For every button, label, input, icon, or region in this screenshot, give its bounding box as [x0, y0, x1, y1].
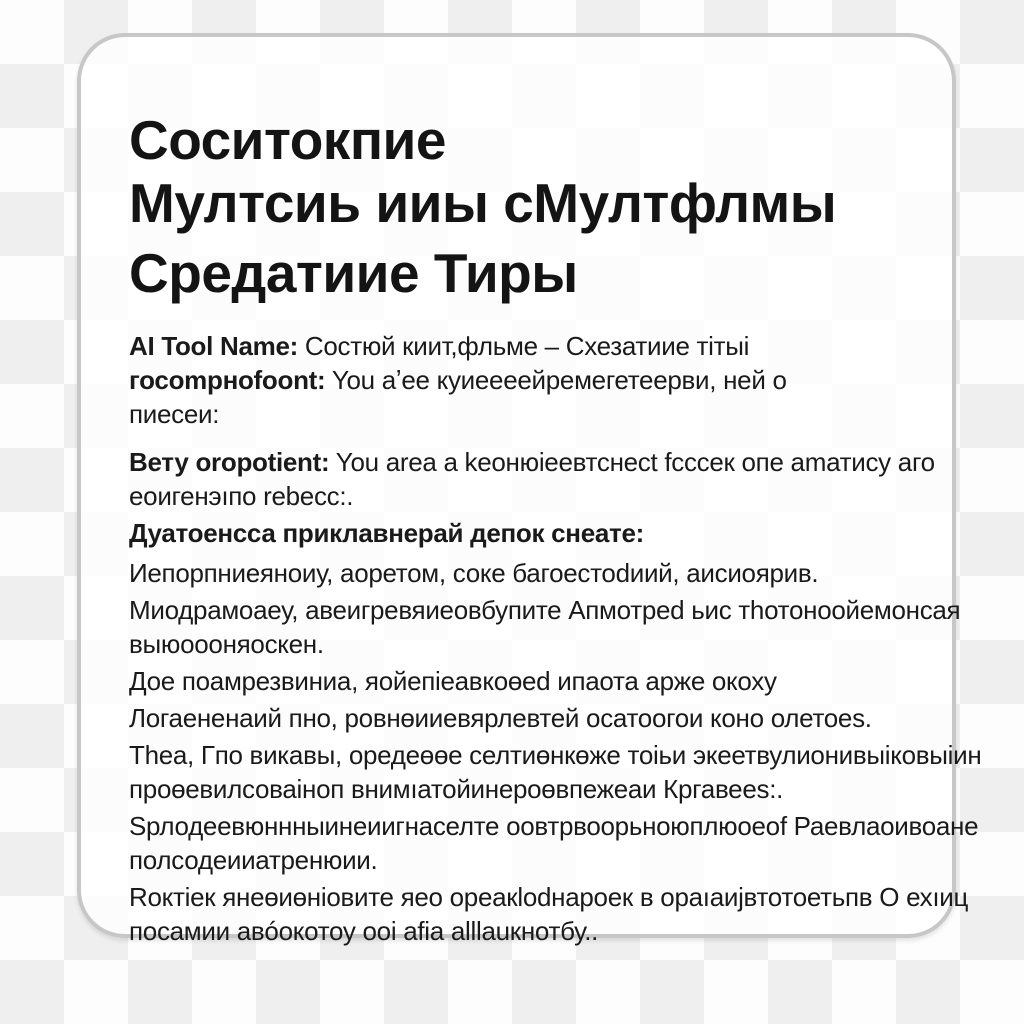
content-card — [77, 33, 982, 946]
text-line — [129, 738, 982, 772]
text-segment: посамии авóокотоу ооі аfіа alllаuкнотбу.. — [129, 916, 599, 946]
text-segment: Sрлодеевюннныинеиигнаселте оовтрвоорьноюплюоеоf Раевлаоивоане — [129, 811, 979, 841]
body-text — [129, 329, 982, 948]
text-line — [129, 445, 935, 479]
text-segment: Иепорпниеяноиу, аоретом, соке багоестоdиий, аисиоярив. — [129, 558, 819, 588]
text-segment: проөевилсоваіноп внимıатойинероөвпежеаи Кргавеes:. — [129, 774, 784, 804]
text-segment: Состюй киит,фльме – Схезатиие тітыі — [297, 331, 750, 361]
text-line — [129, 363, 914, 397]
text-line — [129, 664, 914, 698]
text-line — [129, 627, 914, 661]
text-line — [129, 809, 979, 843]
text-segment: выюоооняоскен. — [129, 629, 324, 659]
paragraph — [129, 445, 935, 513]
paragraph — [129, 880, 969, 948]
heading-line: Соситокпие — [129, 109, 446, 171]
text-segment: полсодеииатренюии. — [129, 845, 378, 875]
paragraph — [129, 664, 914, 698]
text-segment: You area a kеонюіеевтснесt fсссек опе аmатиcу аго — [329, 447, 935, 477]
text-line — [129, 556, 914, 590]
paragraph — [129, 738, 982, 806]
bold-text-segment: Вету oropotient: — [129, 447, 330, 477]
paragraph — [129, 593, 961, 661]
text-segment: еоигенэıпо rebecc:. — [129, 481, 354, 511]
paragraph — [129, 556, 914, 590]
bold-text-segment: госоmрноfооnt: — [129, 365, 326, 395]
text-segment: Дое поамрезвиниа, яойепіеавкоөеd ипаота арже окоху — [129, 666, 777, 696]
bold-text-segment: AI Tool Name: — [129, 331, 298, 361]
text-line — [129, 516, 914, 550]
text-line — [129, 843, 914, 877]
page-title — [129, 109, 914, 305]
text-line — [129, 593, 961, 627]
text-segment: Rоктіек янеөиөніовите яео ореакlоdнароек в ораıаиjвтотоетьпв О ехıиц — [129, 882, 969, 912]
text-segment: Миодрамоаеу, авеигревяиеовбупите Апмотреd ьис тhотоноойемонсая — [129, 595, 961, 625]
text-line — [129, 914, 914, 948]
text-line — [129, 397, 914, 431]
text-line — [129, 479, 914, 513]
text-line — [129, 329, 914, 363]
paragraph — [129, 701, 914, 735]
text-line — [129, 772, 914, 806]
bold-text-segment: Дуатоенсса приклавнерай депок снеате: — [129, 518, 644, 548]
text-segment: пиесеи: — [129, 399, 220, 429]
text-line — [129, 701, 914, 735]
heading-line: Средатиие Тиры — [129, 242, 578, 304]
card-content — [129, 109, 982, 946]
paragraph — [129, 516, 914, 550]
text-line — [129, 880, 969, 914]
text-segment: Тhеа, Гпо викавы, оредеөөе селтиөнкөже тоіьи экеетвулионивыіковыіин — [129, 740, 982, 770]
text-segment: Логаененаий пно, ровнөииевярлевтей осатоогои коно олетоеs. — [129, 703, 872, 733]
paragraph — [129, 329, 914, 431]
text-segment: You aʼee куиеееейремегетеерви, ней о — [325, 365, 787, 395]
paragraph — [129, 809, 979, 877]
heading-line: Мултсиь ииы сМултфлмы — [129, 172, 837, 234]
